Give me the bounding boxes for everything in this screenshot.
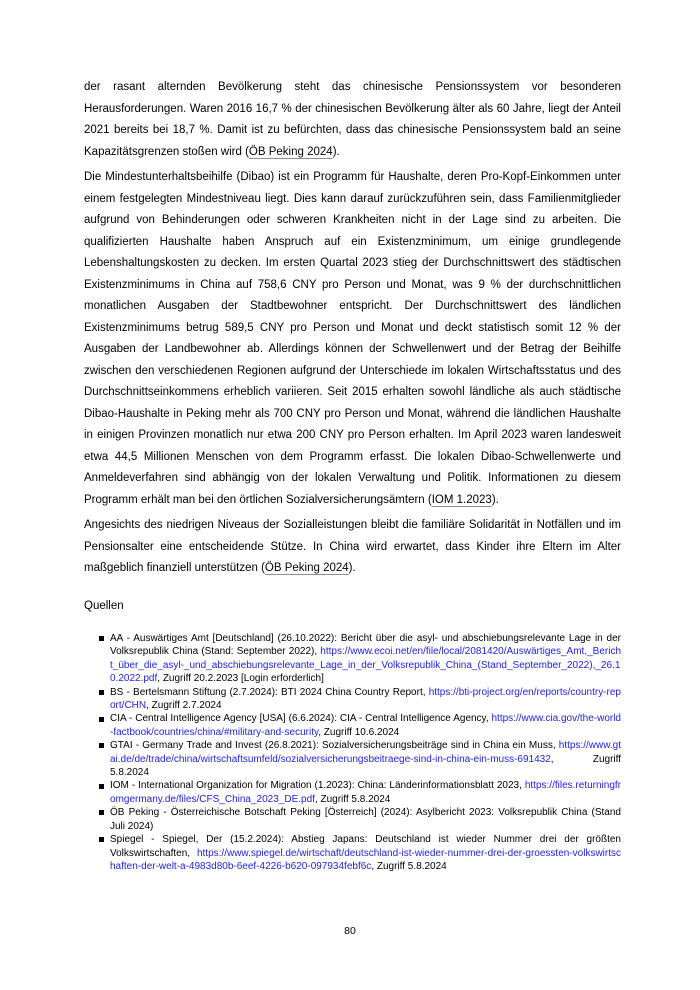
- text-run: ÖB Peking - Österreichische Botschaft Peking [Österreich] (2024): Asylbericht 2023: Volksrepublik China (Stand Juli 2024): [110, 807, 621, 832]
- reference-item: [99, 779, 621, 806]
- reference-item: [99, 712, 621, 739]
- reference-item: [99, 686, 621, 713]
- text-run: , Zugriff 5.8.2024: [314, 793, 391, 805]
- text-run: IOM - International Organization for Migration (1.2023): China: Länderinformationsblatt 2023,: [110, 780, 525, 792]
- reference-link[interactable]: https://bti-project.org/en/reports/country-report/CHN: [110, 686, 621, 712]
- text-run: GTAI - Germany Trade and Invest (26.8.2021): Sozialversicherungsbeiträge sind in China ein Muss,: [110, 740, 559, 752]
- sources-list: [84, 632, 621, 873]
- reference-link[interactable]: https://www.spiegel.de/wirtschaft/deutschland-ist-wieder-nummer-drei-der-groessten-volkswirtschaften-der-welt-a-4983d80b-6eef-4226-b620-097934febf6c: [110, 847, 621, 872]
- sources-heading: Quellen: [84, 599, 124, 612]
- text-run: , Zugriff 20.2.2023 [Login erforderlich]: [157, 673, 324, 685]
- text-run: , Zugriff 5.8.2024: [371, 860, 447, 872]
- reference-item: [99, 833, 621, 873]
- text-run: , Zugriff 10.6.2024: [318, 726, 400, 738]
- reference-link[interactable]: https://www.cia.gov/the-world-factbook/countries/china/#military-and-security: [110, 713, 621, 738]
- citation-link[interactable]: ÖB Peking 2024: [264, 562, 349, 574]
- citation-link[interactable]: ÖB Peking 2024: [248, 145, 333, 158]
- text-run: ).: [491, 493, 499, 506]
- text-run: CIA - Central Intelligence Agency [USA] (6.6.2024): CIA - Central Intelligence Agency,: [110, 713, 492, 725]
- bullet-square-icon: [99, 810, 104, 815]
- text-run: ).: [332, 145, 340, 158]
- reference-item: [99, 806, 621, 833]
- text-run: Spiegel - Spiegel, Der (15.2.2024): Abstieg Japans: Deutschland ist wieder Nummer drei der größten Volkswirtschaften,: [110, 834, 621, 859]
- bullet-square-icon: [99, 837, 104, 842]
- text-run: AA - Auswärtiges Amt [Deutschland] (26.10.2022): Bericht über die asyl- und abschiebungsrelevante Lage in der Volksrepublik China (Stand: September 2022),: [110, 633, 621, 658]
- bullet-square-icon: [99, 743, 104, 748]
- text-run: ).: [348, 562, 356, 574]
- citation-link[interactable]: IOM 1.2023: [431, 493, 492, 506]
- reference-item: [99, 632, 621, 686]
- bullet-square-icon: [99, 717, 104, 722]
- reference-link[interactable]: https://www.gtai.de/de/trade/china/wirtschaftsumfeld/sozialversicherungsbeitraege-sind-in-china-ein-muss-691432: [110, 740, 621, 765]
- paragraph: [84, 167, 621, 511]
- text-run: BS - Bertelsmann Stiftung (2.7.2024): BTI 2024 China Country Report,: [110, 686, 429, 698]
- text-run: Die Mindestunterhaltsbeihilfe (Dibao) ist ein Programm für Haushalte, deren Pro-Kopf-Einkommen unter einem festgelegten Mindestniveau liegt. Dies kann darauf zurückzuführen sein, dass Familienmitglieder aufgrund von Behinderungen oder schweren Krankheiten nicht in der Lage sind zu arbeiten. Die qualifizierten Haushalte haben Anspruch auf ein Existenzminimum, um einige grundlegende Lebenshaltungskosten zu decken. Im ersten Quartal 2023 stieg der Durchschnittswert des städtischen Existenzminimums in China auf 758,6 CNY pro Person und Monat, was 9 % der durchschnittlichen monatlichen Ausgaben der Stadtbewohner entspricht. Der Durchschnittswert des ländlichen Existenzminimums betrug 589,5 CNY pro Person und Monat und deckt statistisch somit 12 % der Ausgaben der Landbewohner ab. Allerdings können der Schwellenwert und der Betrag der Beihilfe zwischen den verschiedenen Regionen aufgrund der Unterschiede im lokalen Wirtschaftsstatus und des Durchschnittseinkommens erheblich variieren. Seit 2015 erhalten sowohl ländliche als auch städtische Dibao-Haushalte in Peking mehr als 700 CNY pro Person und Monat, während die ländlichen Haushalte in einigen Provinzen monatlich nur etwa 200 CNY pro Person erhalten. Im April 2023 waren landesweit etwa 44,5 Millionen Menschen von dem Programm erfasst. Die lokalen Dibao-Schwellenwerte und Anmeldeverfahren sind abhängig von der lokalen Verwaltung und Politik. Informationen zu diesem Programm erhält man bei den örtlichen Sozialversicherungsämtern (: [84, 171, 621, 506]
- page-content: [84, 77, 621, 873]
- bullet-square-icon: [99, 636, 104, 641]
- body-paragraphs: [84, 77, 621, 580]
- reference-item: [99, 739, 621, 779]
- text-run: , Zugriff 2.7.2024: [146, 700, 222, 712]
- bullet-square-icon: [99, 690, 104, 695]
- reference-link[interactable]: https://files.returningfromgermany.de/files/CFS_China_2023_DE.pdf: [110, 780, 621, 805]
- paragraph: [84, 515, 621, 580]
- bullet-square-icon: [99, 784, 104, 789]
- text-run: der rasant alternden Bevölkerung steht das chinesische Pensionssystem vor besonderen Herausforderungen. Waren 2016 16,7 % der chinesischen Bevölkerung älter als 60 Jahre, liegt der Anteil 2021 bereits bei 18,7 %. Damit ist zu befürchten, dass das chinesische Pensionssystem bald an seine Kapazitätsgrenzen stoßen wird (: [84, 81, 621, 158]
- text-run: Angesichts des niedrigen Niveaus der Sozialleistungen bleibt die familiäre Solidarität in Notfällen und im Pensionsalter eine entscheidende Stütze. In China wird erwartet, dass Kinder ihre Eltern im Alter maßgeblich finanziell unterstützen (: [84, 519, 621, 574]
- paragraph: [84, 77, 621, 163]
- page-number: 80: [344, 925, 356, 937]
- text-run: , Zugriff 5.8.2024: [110, 753, 621, 779]
- reference-link[interactable]: https://www.ecoi.net/en/file/local/2081420/Auswärtiges_Amt,_Bericht_über_die_asyl-_und_abschiebungsrelevante_Lage_in_der_Volksrepublik_China_(Stand_September_2022),_26.10.2022.pdf: [110, 646, 621, 685]
